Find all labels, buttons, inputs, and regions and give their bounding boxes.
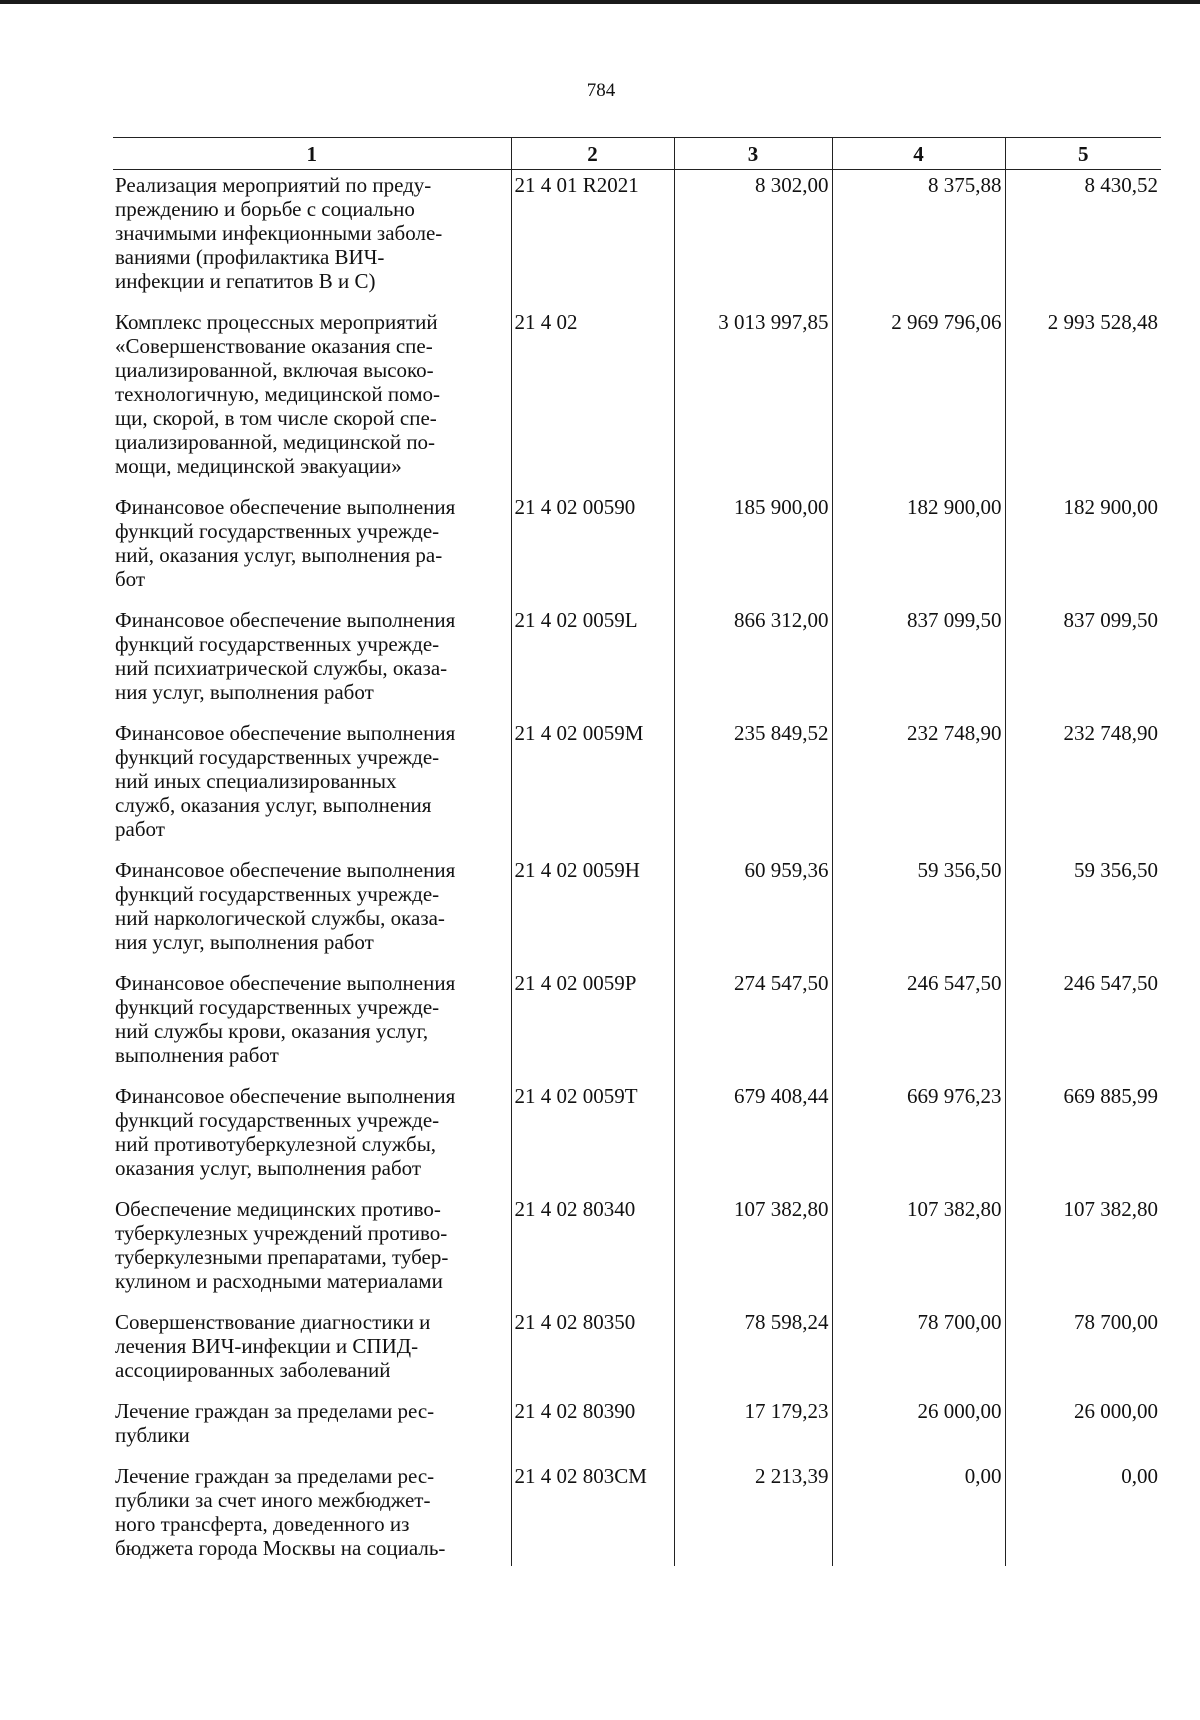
table-row bbox=[113, 1396, 1161, 1461]
row-value-3: 2 213,39 bbox=[674, 1461, 832, 1566]
row-value-5: 246 547,50 bbox=[1005, 968, 1161, 1081]
row-name: Лечение граждан за пределами рес- публики за счет иного межбюджет- ного трансферта, доведенного из бюджета города Москвы на социаль- bbox=[115, 1464, 446, 1560]
row-value-5: 0,00 bbox=[1005, 1461, 1161, 1566]
row-name: Комплекс процессных мероприятий «Совершенствование оказания спе- циализированной, включая высоко- технологичную, медицинской помо- щи, скорой, в том числе скорой спе- циализированной, медицинской по- мощи, медицинской эвакуации» bbox=[115, 310, 441, 478]
row-name: Лечение граждан за пределами рес- публики bbox=[115, 1399, 435, 1447]
row-name: Финансовое обеспечение выполнения функций государственных учрежде- ний противотуберкулезной службы, оказания услуг, выполнения работ bbox=[115, 1084, 456, 1180]
table-row bbox=[113, 1081, 1161, 1194]
row-name: Финансовое обеспечение выполнения функций государственных учрежде- ний наркологической службы, оказа- ния услуг, выполнения работ bbox=[115, 858, 456, 954]
row-name: Реализация мероприятий по преду- преждению и борьбе с социально значимыми инфекционными заболе- ваниями (профилактика ВИЧ- инфекции и гепатитов В и С) bbox=[115, 173, 443, 293]
table-row bbox=[113, 855, 1161, 968]
table-header-row bbox=[113, 138, 1161, 170]
row-value-4: 837 099,50 bbox=[832, 605, 1005, 718]
row-name: Финансовое обеспечение выполнения функций государственных учрежде- ний психиатрической службы, оказа- ния услуг, выполнения работ bbox=[115, 608, 456, 704]
row-code: 21 4 02 00590 bbox=[511, 492, 674, 605]
table-row bbox=[113, 1461, 1161, 1566]
row-code: 21 4 02 0059T bbox=[511, 1081, 674, 1194]
row-value-3: 78 598,24 bbox=[674, 1307, 832, 1396]
row-value-3: 185 900,00 bbox=[674, 492, 832, 605]
row-value-5: 837 099,50 bbox=[1005, 605, 1161, 718]
row-value-3: 17 179,23 bbox=[674, 1396, 832, 1461]
row-value-4: 2 969 796,06 bbox=[832, 307, 1005, 492]
column-header-3: 3 bbox=[674, 138, 832, 170]
row-value-4: 182 900,00 bbox=[832, 492, 1005, 605]
row-value-3: 3 013 997,85 bbox=[674, 307, 832, 492]
row-value-5: 2 993 528,48 bbox=[1005, 307, 1161, 492]
column-header-4: 4 bbox=[832, 138, 1005, 170]
row-value-5: 182 900,00 bbox=[1005, 492, 1161, 605]
page-number-text: 784 bbox=[586, 80, 616, 101]
table-row bbox=[113, 1307, 1161, 1396]
row-value-5: 232 748,90 bbox=[1005, 718, 1161, 855]
row-value-4: 107 382,80 bbox=[832, 1194, 1005, 1307]
row-name: Финансовое обеспечение выполнения функций государственных учрежде- ний службы крови, оказания услуг, выполнения работ bbox=[115, 971, 456, 1067]
table-row bbox=[113, 307, 1161, 492]
page-number bbox=[0, 80, 1200, 102]
row-value-4: 246 547,50 bbox=[832, 968, 1005, 1081]
top-rule bbox=[0, 0, 1200, 4]
table-row bbox=[113, 170, 1161, 308]
row-value-4: 669 976,23 bbox=[832, 1081, 1005, 1194]
row-code: 21 4 02 0059H bbox=[511, 855, 674, 968]
row-name: Совершенствование диагностики и лечения ВИЧ-инфекции и СПИД- ассоциированных заболеваний bbox=[115, 1310, 431, 1382]
row-value-3: 8 302,00 bbox=[674, 170, 832, 308]
row-code: 21 4 02 80340 bbox=[511, 1194, 674, 1307]
table-row bbox=[113, 605, 1161, 718]
row-value-5: 59 356,50 bbox=[1005, 855, 1161, 968]
row-code: 21 4 02 0059L bbox=[511, 605, 674, 718]
table-row bbox=[113, 718, 1161, 855]
row-value-3: 60 959,36 bbox=[674, 855, 832, 968]
row-value-4: 232 748,90 bbox=[832, 718, 1005, 855]
row-value-4: 26 000,00 bbox=[832, 1396, 1005, 1461]
row-value-3: 679 408,44 bbox=[674, 1081, 832, 1194]
row-value-3: 274 547,50 bbox=[674, 968, 832, 1081]
row-value-4: 59 356,50 bbox=[832, 855, 1005, 968]
row-value-3: 107 382,80 bbox=[674, 1194, 832, 1307]
row-value-5: 78 700,00 bbox=[1005, 1307, 1161, 1396]
row-value-4: 0,00 bbox=[832, 1461, 1005, 1566]
row-value-5: 107 382,80 bbox=[1005, 1194, 1161, 1307]
row-code: 21 4 02 80350 bbox=[511, 1307, 674, 1396]
row-code: 21 4 01 R2021 bbox=[511, 170, 674, 308]
row-value-4: 78 700,00 bbox=[832, 1307, 1005, 1396]
row-value-3: 866 312,00 bbox=[674, 605, 832, 718]
row-code: 21 4 02 0059P bbox=[511, 968, 674, 1081]
row-value-3: 235 849,52 bbox=[674, 718, 832, 855]
row-code: 21 4 02 bbox=[511, 307, 674, 492]
table-row bbox=[113, 1194, 1161, 1307]
column-header-2: 2 bbox=[511, 138, 674, 170]
row-code: 21 4 02 80390 bbox=[511, 1396, 674, 1461]
table-row bbox=[113, 968, 1161, 1081]
row-value-4: 8 375,88 bbox=[832, 170, 1005, 308]
column-header-1: 1 bbox=[113, 138, 511, 170]
row-name: Финансовое обеспечение выполнения функций государственных учрежде- ний, оказания услуг, выполнения ра- бот bbox=[115, 495, 456, 591]
row-value-5: 26 000,00 bbox=[1005, 1396, 1161, 1461]
row-name: Обеспечение медицинских противо- туберкулезных учреждений противо- туберкулезными препаратами, тубер- кулином и расходными материалами bbox=[115, 1197, 449, 1293]
row-name: Финансовое обеспечение выполнения функций государственных учрежде- ний иных специализированных служб, оказания услуг, выполнения работ bbox=[115, 721, 456, 841]
budget-table bbox=[113, 137, 1161, 1566]
row-code: 21 4 02 803CM bbox=[511, 1461, 674, 1566]
table-row bbox=[113, 492, 1161, 605]
row-value-5: 669 885,99 bbox=[1005, 1081, 1161, 1194]
column-header-5: 5 bbox=[1005, 138, 1161, 170]
row-code: 21 4 02 0059M bbox=[511, 718, 674, 855]
row-value-5: 8 430,52 bbox=[1005, 170, 1161, 308]
